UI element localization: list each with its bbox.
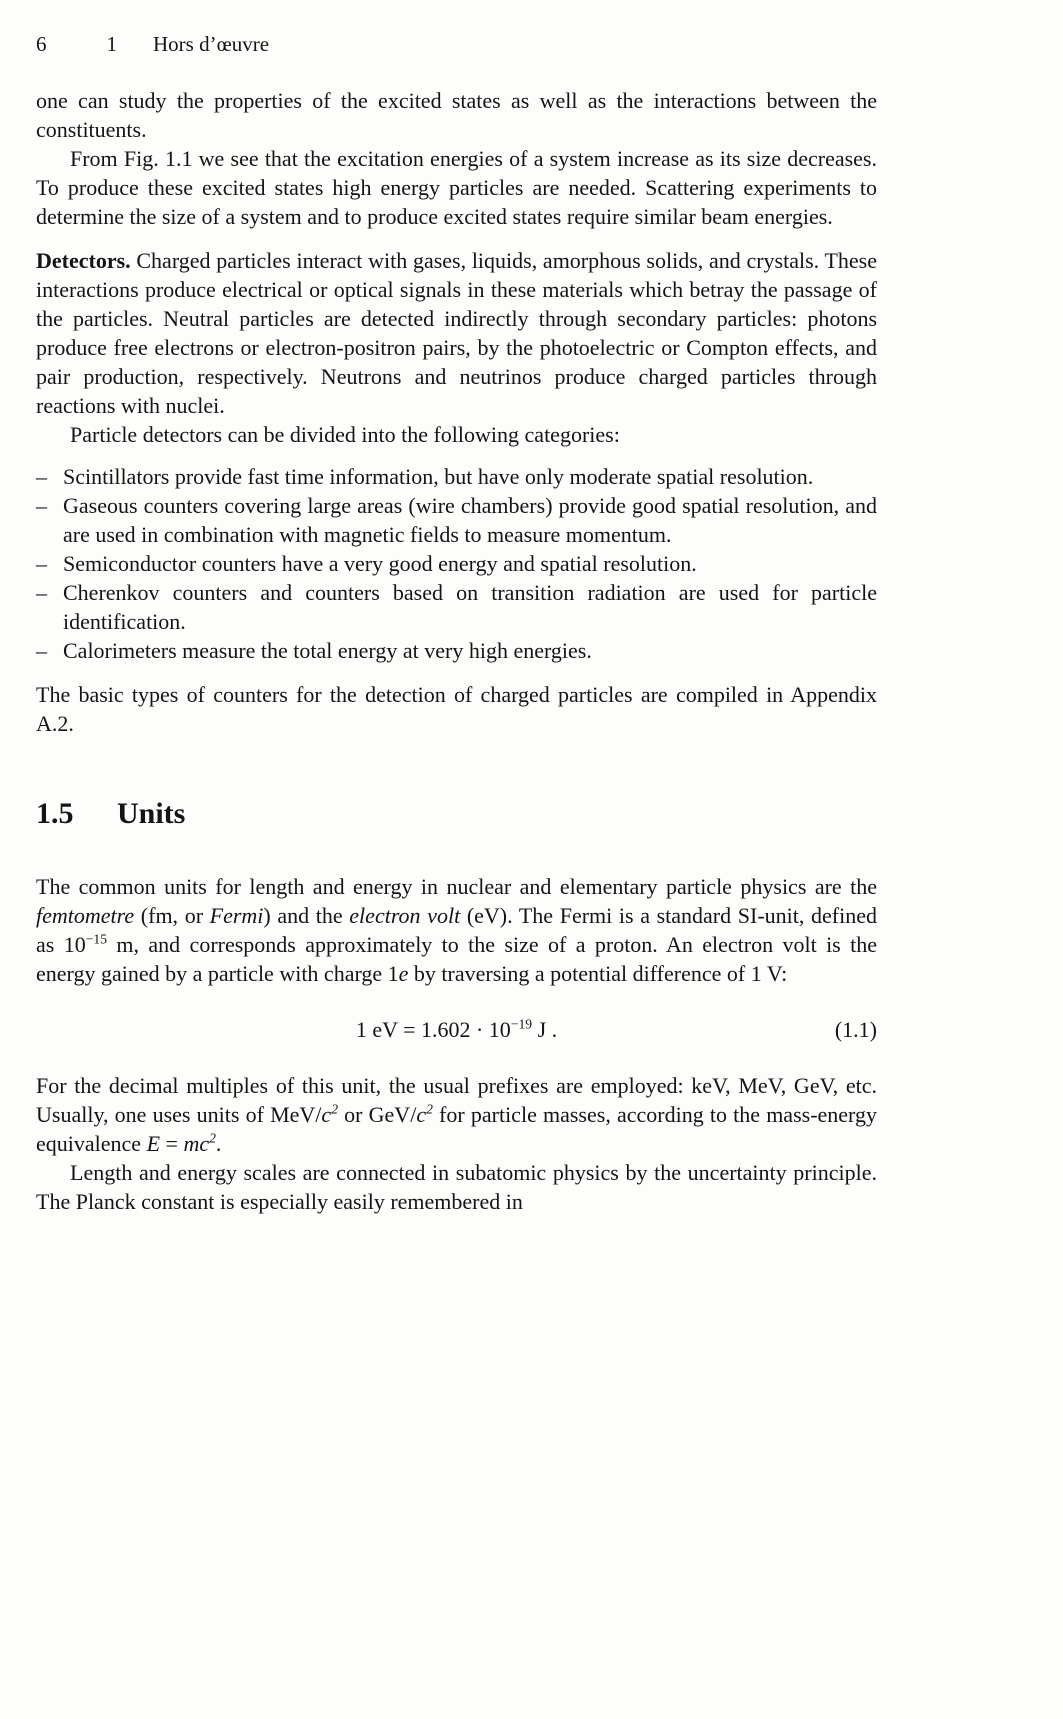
paragraph-detectors: Detectors. Charged particles interact with gases, liquids, amorphous solids, and crystals. These interactions produce electrical or optical signals in these materials which betray the passage of the particles. Neutral particles are detected indirectly through secondary particles: photons produce free electrons or electron-positron pairs, by the photoelectric or Compton effects, and pair production, respectively. Neutrons and neutrinos produce charged particles through reactions with nuclei. [36, 248, 877, 418]
equation-block [36, 1015, 877, 1044]
list-item [36, 578, 877, 636]
page-number: 6 [36, 32, 47, 56]
paragraph-categories: Particle detectors can be divided into the following categories: [70, 422, 620, 447]
section-heading [36, 796, 877, 832]
detector-category-list [36, 462, 877, 665]
paragraph-basic-types: The basic types of counters for the detection of charged particles are compiled in Appendix A.2. [36, 682, 877, 736]
equation-body: 1 eV = $1.602 \cdot 10^{-19}$ J . [355, 1016, 558, 1042]
paragraph-prefixes: For the decimal multiples of this unit, the usual prefixes are employed: keV, MeV, GeV, etc. Usually, one uses units of MeV/$c^2$ or GeV/$c^2$ for particle masses, according to the mass-energy equivalence $E = mc^2$. [36, 1073, 877, 1156]
dash-marker: – [36, 493, 47, 518]
equation-number: (1.1) [834, 1017, 877, 1042]
list-item-text: Scintillators provide fast time information, but have only moderate spatial resolution. [63, 464, 814, 489]
running-header [36, 30, 877, 59]
paragraph-figure: From Fig. 1.1 we see that the excitation energies of a system increase as its size decreases. To produce these excited states high energy particles are needed. Scattering experiments to determine the size of a system and to produce excited states require similar beam energies. [36, 146, 877, 229]
text-column [36, 86, 877, 1216]
list-item-text: Calorimeters measure the total energy at very high energies. [63, 638, 592, 663]
list-item [36, 462, 877, 491]
dash-marker: – [36, 580, 47, 605]
dash-marker: – [36, 638, 47, 663]
section-number: 1.5 [36, 797, 74, 830]
chapter-title: Hors d’œuvre [153, 32, 270, 56]
list-item-text: Semiconductor counters have a very good energy and spatial resolution. [63, 551, 697, 576]
paragraph-intro: one can study the properties of the excited states as well as the interactions between the constituents. [36, 88, 877, 142]
chapter-number: 1 [106, 32, 117, 56]
list-item [36, 636, 877, 665]
dash-marker: – [36, 464, 47, 489]
section-title: Units [117, 797, 186, 830]
list-item [36, 491, 877, 549]
paragraph-length-energy: Length and energy scales are connected in subatomic physics by the uncertainty principle. The Planck constant is especially easily remembered in [36, 1160, 877, 1214]
list-item-text: Gaseous counters covering large areas (wire chambers) provide good spatial resolution, and are used in combination with magnetic fields to measure momentum. [63, 493, 877, 547]
list-item-text: Cherenkov counters and counters based on transition radiation are used for particle identification. [63, 580, 877, 634]
list-item [36, 549, 877, 578]
dash-marker: – [36, 551, 47, 576]
paragraph-units: The common units for length and energy in nuclear and elementary particle physics are the femtometre (fm, or Fermi) and the electron volt (eV). The Fermi is a standard SI-unit, defined as $10^{-15}$ m, and corresponds approximately to the size of a proton. An electron volt is the energy gained by a particle with charge 1e by traversing a potential difference of 1 V: [36, 874, 877, 986]
